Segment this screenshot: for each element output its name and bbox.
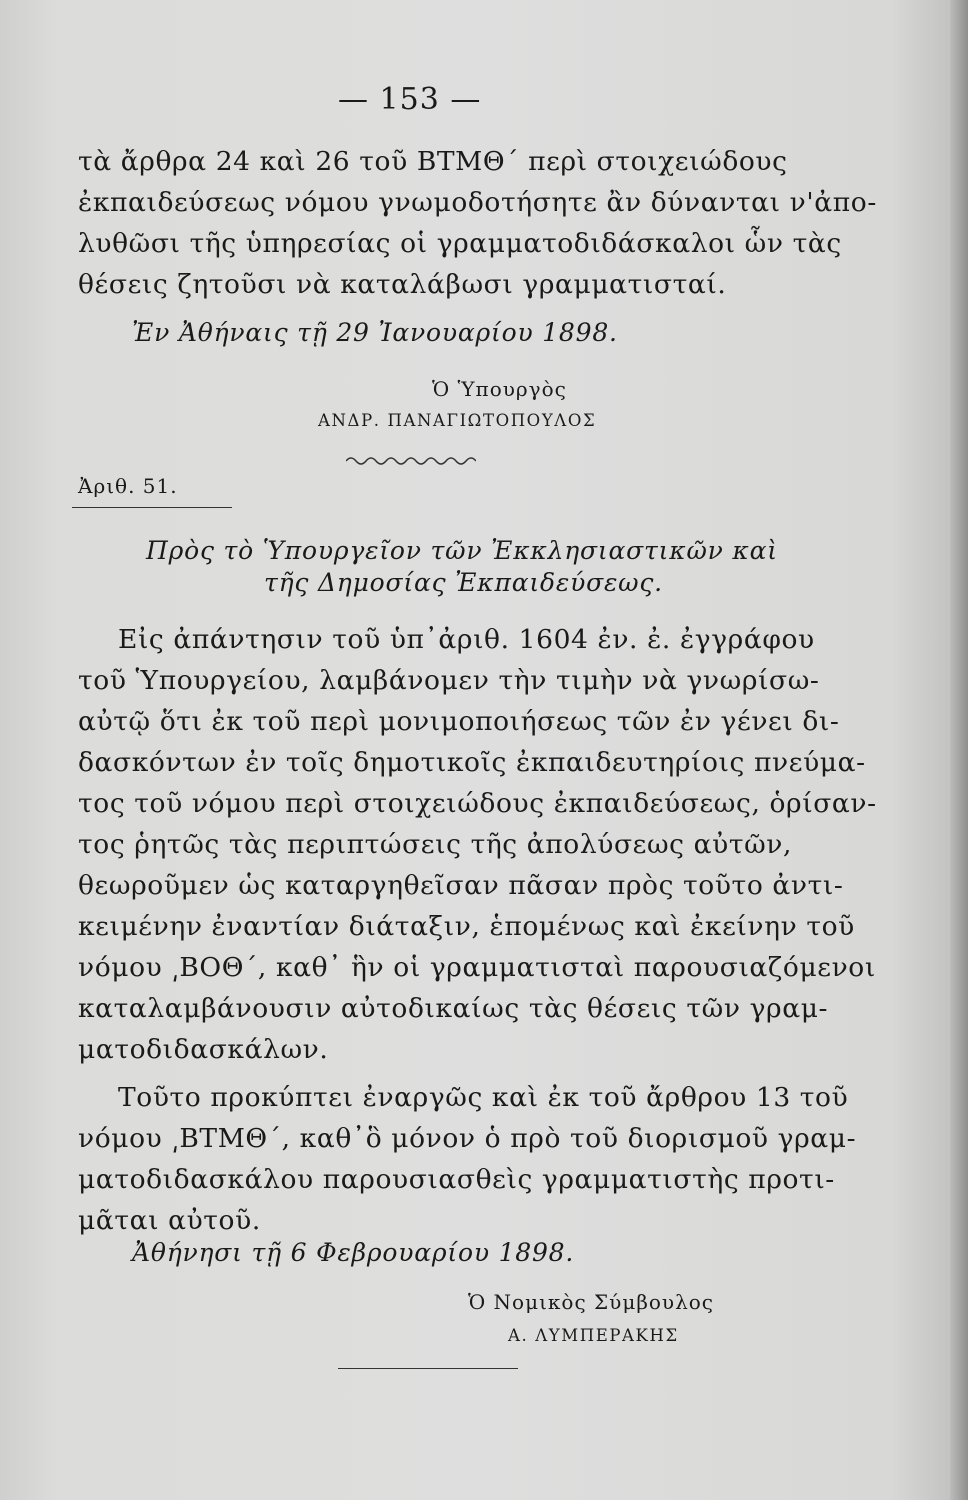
paragraph1-line: ἐκπαιδεύσεως νόμου γνωμοδοτήσητε ἂν δύνανται ν'ἀπο-: [78, 187, 877, 218]
signature-title-2: Ὁ Νομικὸς Σύμβουλος: [468, 1290, 715, 1314]
paragraph3-line: Τοῦτο προκύπτει ἐναργῶς καὶ ἐκ τοῦ ἄρθρου 13 τοῦ: [118, 1082, 849, 1113]
paragraph2-line: τος τοῦ νόμου περὶ στοιχειώδους ἐκπαιδεύσεως, ὁρίσαν-: [78, 788, 877, 819]
reference-underline: [72, 507, 232, 508]
paragraph1-line: τὰ ἄρθρα 24 καὶ 26 τοῦ ΒΤΜΘ΄ περὶ στοιχειώδους: [78, 146, 788, 177]
reference-number: Ἀριθ. 51.: [78, 474, 178, 498]
date-line-1: Ἐν Ἀθήναις τῇ 29 Ἰανουαρίου 1898.: [132, 318, 618, 347]
signature-title-1: Ὁ Ὑπουργὸς: [432, 377, 567, 401]
paragraph1-line: θέσεις ζητοῦσι νὰ καταλάβωσι γραμματισταί.: [78, 269, 727, 300]
closing-rule: [338, 1368, 518, 1369]
address-line: τῆς Δημοσίας Ἐκπαιδεύσεως.: [264, 568, 663, 597]
wavy-divider: [346, 454, 476, 468]
paragraph3-line: νόμου ͵ΒΤΜΘ΄, καθ᾽ὃ μόνον ὁ πρὸ τοῦ διορισμοῦ γραμ-: [78, 1123, 857, 1154]
paragraph1-line: λυθῶσι τῆς ὑπηρεσίας οἱ γραμματοδιδάσκαλοι ὧν τὰς: [78, 228, 842, 259]
signature-name-2: Α. ΛΥΜΠΕΡΑΚΗΣ: [508, 1326, 679, 1345]
paragraph2-line: αὐτῷ ὅτι ἐκ τοῦ περὶ μονιμοποιήσεως τῶν ἐν γένει δι-: [78, 706, 840, 737]
signature-name-1: ΑΝΔΡ. ΠΑΝΑΓΙΩΤΟΠΟΥΛΟΣ: [318, 411, 597, 430]
paragraph2-line: Εἰς ἀπάντησιν τοῦ ὑπ᾽ἀριθ. 1604 ἐν. ἐ. ἐγγράφου: [118, 624, 815, 655]
paragraph2-line: θεωροῦμεν ὡς καταργηθεῖσαν πᾶσαν πρὸς τοῦτο ἀντι-: [78, 870, 844, 901]
date-line-2: Ἀθήνησι τῇ 6 Φεβρουαρίου 1898.: [132, 1238, 575, 1267]
paragraph2-line: τος ῥητῶς τὰς περιπτώσεις τῆς ἀπολύσεως αὐτῶν,: [78, 829, 793, 860]
paragraph2-line: ματοδιδασκάλων.: [78, 1034, 329, 1065]
paragraph2-line: κειμένην ἐναντίαν διάταξιν, ἑπομένως καὶ ἐκείνην τοῦ: [78, 911, 855, 942]
paragraph3-line: μᾶται αὐτοῦ.: [78, 1205, 261, 1236]
paragraph2-line: νόμου ͵ΒΟΘ΄, καθ᾽ ἣν οἱ γραμματισταὶ παρουσιαζόμενοι: [78, 952, 876, 983]
address-line: Πρὸς τὸ Ὑπουργεῖον τῶν Ἐκκλησιαστικῶν καὶ: [146, 536, 778, 565]
paragraph3-line: ματοδιδασκάλου παρουσιασθεὶς γραμματιστὴς προτι-: [78, 1164, 835, 1195]
page-number: — 153 —: [338, 82, 482, 117]
book-spine-shadow: [950, 0, 968, 1500]
paragraph2-line: τοῦ Ὑπουργείου, λαμβάνομεν τὴν τιμὴν νὰ γνωρίσω-: [78, 665, 820, 696]
paragraph2-line: καταλαμβάνουσιν αὐτοδικαίως τὰς θέσεις τῶν γραμ-: [78, 993, 829, 1024]
paragraph2-line: δασκόντων ἐν τοῖς δημοτικοῖς ἐκπαιδευτηρίοις πνεύμα-: [78, 747, 866, 778]
